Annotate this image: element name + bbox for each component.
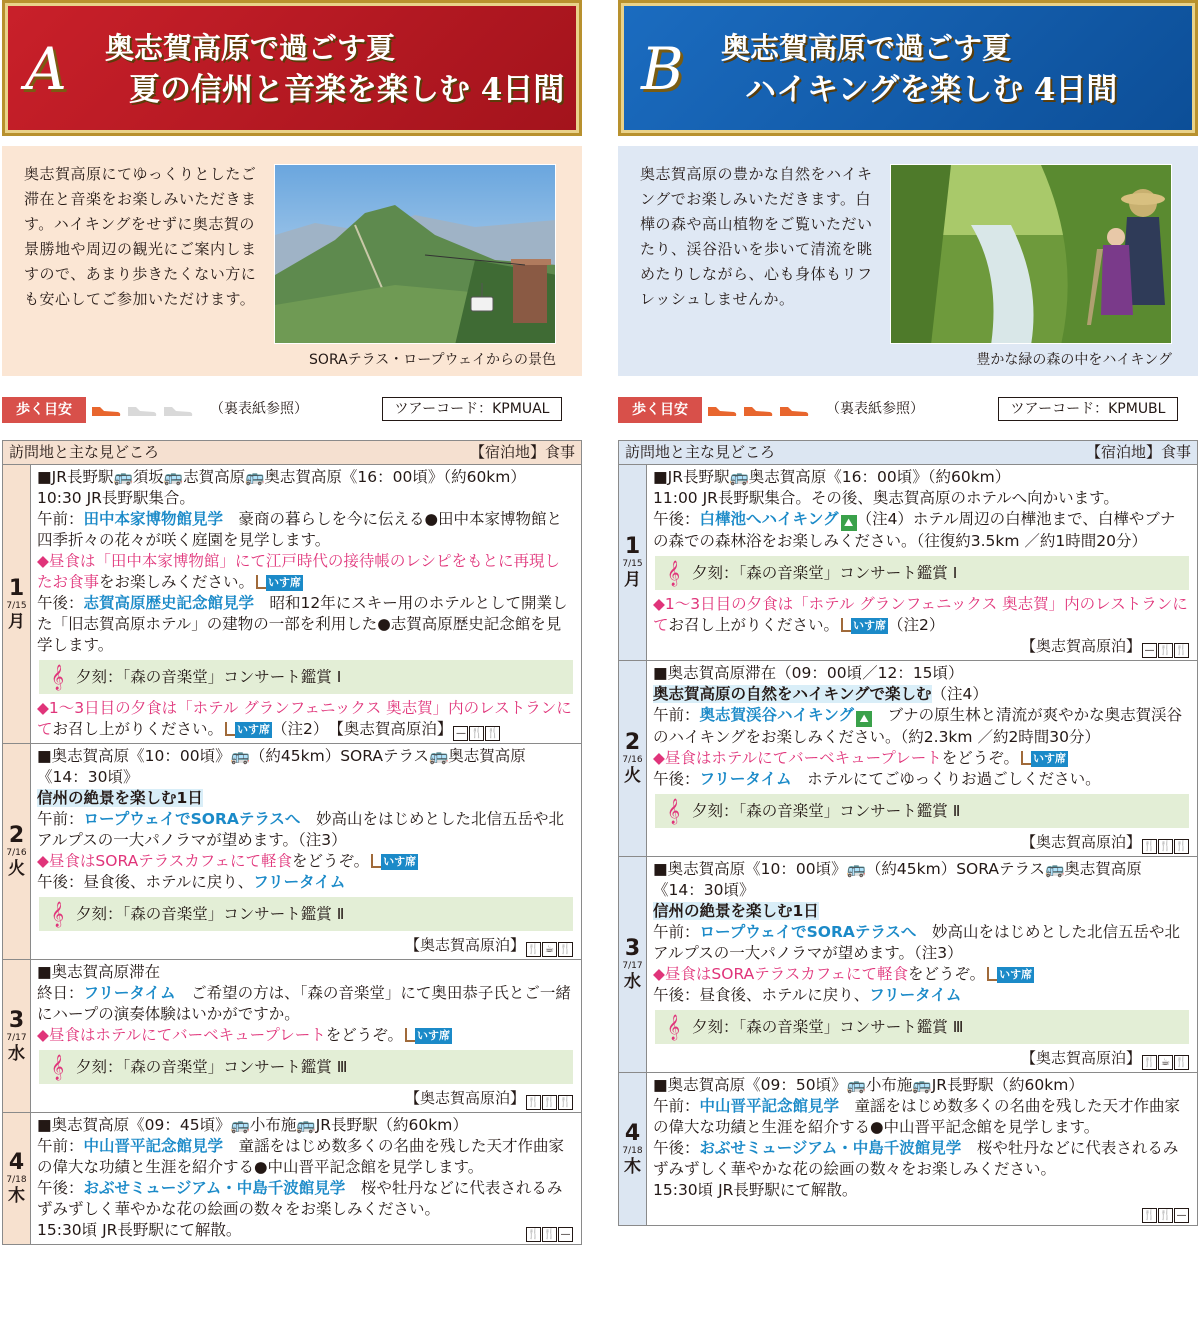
- afternoon: [653, 985, 1189, 1006]
- chair-icon: [1021, 751, 1031, 765]
- day-date: 7/16: [622, 755, 643, 765]
- sight-text: 桜や牡丹などに代表されるみずみずしく華やかな花の絵画の数々をお楽しみください。: [653, 1139, 1179, 1178]
- dinner-pre: ◆1～3日目の夕食は: [37, 699, 178, 717]
- meal-icon: —: [1142, 643, 1157, 658]
- route: ■奥志賀高原《10：00頃》🚌（約45km）SORAテラス🚌奥志賀高原《14：30頃》: [37, 747, 526, 786]
- shoe-icon: [742, 401, 774, 419]
- sight-title: おぶせミュージアム・中島千波館見学: [83, 1179, 346, 1197]
- lunch-highlight: SORAテラスカフェにて軽食: [95, 852, 292, 870]
- theme-note: （注4）: [931, 685, 988, 703]
- day-row: [3, 465, 581, 744]
- meal-icon: 🍴: [527, 944, 540, 955]
- afternoon: [653, 769, 1189, 790]
- walk-level-label: 歩く目安: [2, 397, 86, 423]
- route: ■JR長野駅🚌須坂🚌志賀高原🚌奥志賀高原《16：00頃》（約60km）: [37, 468, 526, 486]
- meal-icon: ☕: [1158, 1055, 1173, 1070]
- time-label: 終日：: [37, 984, 84, 1002]
- morning: [653, 922, 1189, 964]
- day-cell: [3, 1113, 31, 1244]
- end-text: 15:30頃 JR長野駅にて解散。: [37, 1221, 242, 1239]
- music-clef-icon: 𝄞: [667, 1014, 681, 1040]
- meal-icon: 🍴: [559, 944, 572, 955]
- theme-text: 信州の絶景を楽しむ1日: [653, 902, 819, 920]
- walk-level-label: 歩く目安: [618, 397, 702, 423]
- meal-icon: 🍴: [470, 728, 484, 739]
- stay-line: [653, 636, 1189, 658]
- stay: 【奥志賀高原泊】: [1020, 637, 1141, 655]
- day-cell: [619, 465, 647, 660]
- chair-icon: [841, 618, 851, 632]
- meal-icon: 🍴: [527, 1229, 540, 1240]
- hiking-icon: ⛰: [856, 711, 872, 727]
- afternoon: [37, 872, 573, 893]
- morning: [37, 1136, 573, 1178]
- tour-a-column: [2, 0, 582, 1322]
- seat-badge: いす席: [853, 619, 887, 632]
- route: ■奥志賀高原《09：45頃》🚌小布施🚌JR長野駅（約60km）: [37, 1116, 468, 1134]
- day-cell: [619, 1073, 647, 1225]
- day-content: [647, 857, 1197, 1072]
- tour-b-photo-caption: 豊かな緑の森の中をハイキング: [976, 352, 1172, 368]
- sight-text: 豪商の暮らしを今に伝える●田中本家博物館と四季折々の花々が咲く庭園を見学します。: [37, 510, 563, 549]
- lunch: [37, 1025, 573, 1046]
- tour-b-meta: [618, 397, 1198, 427]
- sight-title: フリータイム: [699, 770, 792, 788]
- header-left: 訪問地と主な見どころ: [625, 443, 776, 461]
- forest-hiking-photo: [891, 165, 1172, 344]
- hiking-icon: ⛰: [841, 515, 857, 531]
- day-date: 7/15: [6, 600, 27, 611]
- meal-icon: 🍴: [1159, 841, 1172, 852]
- day-number: 4: [8, 1150, 25, 1175]
- stay: 【奥志賀高原泊】: [404, 1089, 525, 1107]
- tour-b-badge: B: [641, 35, 684, 103]
- tour-b-itinerary: [618, 440, 1198, 1226]
- concert-box: [655, 1010, 1189, 1044]
- note: （注2）: [272, 720, 321, 738]
- tour-b-title-line2: ハイキングを楽しむ 4日間: [745, 72, 1118, 108]
- stay-line: [653, 1201, 1189, 1223]
- day-content: [647, 1073, 1197, 1225]
- time-label: 午前：: [37, 810, 84, 828]
- meal-icon: 🍴: [486, 728, 500, 739]
- tour-a-intro-text: 奥志賀高原にてゆっくりとしたご滞在と音楽をお楽しみいただきます。ハイキングをせずに奥志賀の景勝地や周辺の観光にご案内しますので、あまり歩きたくない方にも安心してご参加いただけます。: [24, 165, 257, 308]
- time-label: 午前：: [653, 923, 700, 941]
- concert-box: [39, 897, 573, 931]
- tour-a-code: ツアーコード：KPMUAL: [382, 397, 562, 421]
- sight-text: 妙高山をはじめとした北信五岳や北アルプスの一大パノラマが望めます。（注3）: [653, 923, 1180, 962]
- shoe-icon: [162, 401, 194, 419]
- stay: 【奥志賀高原泊】: [404, 936, 525, 954]
- route: ■JR長野駅🚌奥志賀高原《16：00頃》（約60km）: [653, 468, 1011, 486]
- day-weekday: 月: [624, 570, 641, 590]
- sight-title: 中山晋平記念館見学: [83, 1137, 224, 1155]
- meal-icon: 🍴: [1175, 1057, 1188, 1068]
- route: ■奥志賀高原滞在（09：00頃／12：15頃）: [653, 664, 964, 682]
- concert-text: 夕刻：「森の音楽堂」コンサート鑑賞 Ⅱ: [692, 801, 961, 820]
- shoe-icon: [778, 401, 810, 419]
- chair-icon: [405, 1028, 415, 1042]
- tour-a-banner: [2, 0, 582, 136]
- time-label: 午前：: [37, 510, 84, 528]
- afternoon: [653, 1138, 1189, 1180]
- concert-text: 夕刻：「森の音楽堂」コンサート鑑賞 Ⅱ: [76, 904, 345, 923]
- theme-text: 奥志賀高原の自然をハイキングで楽しむ: [653, 685, 932, 703]
- concert-text: 夕刻：「森の音楽堂」コンサート鑑賞 Ⅲ: [692, 1017, 964, 1036]
- meal-icon: 🍴: [559, 1097, 572, 1108]
- day-number: 3: [8, 1007, 25, 1033]
- seat-badge: いす席: [383, 855, 417, 868]
- route: ■奥志賀高原《09：50頃》🚌小布施🚌JR長野駅（約60km）: [653, 1076, 1084, 1094]
- concert-box: [39, 1050, 573, 1084]
- music-clef-icon: 𝄞: [51, 901, 65, 927]
- morning: [37, 509, 573, 551]
- tour-a-title-line2: 夏の信州と音楽を楽しむ 4日間: [129, 72, 565, 108]
- day-number: 1: [8, 575, 25, 601]
- tour-a-title-line1: 奥志賀高原で過ごす夏: [105, 31, 396, 65]
- theme-text: 信州の絶景を楽しむ1日: [37, 789, 203, 807]
- afternoon: [653, 509, 1189, 552]
- day-weekday: 水: [624, 972, 641, 992]
- sight-text: 妙高山をはじめとした北信五岳や北アルプスの一大パノラマが望めます。（注3）: [37, 810, 564, 849]
- music-clef-icon: 𝄞: [51, 664, 65, 690]
- seat-badge: いす席: [416, 1029, 450, 1042]
- lunch-pre: ◆昼食は: [653, 965, 712, 983]
- day-number: 4: [624, 1120, 641, 1146]
- tour-b-intro: [618, 146, 1198, 376]
- concert-box: [39, 660, 573, 694]
- concert-box: [655, 556, 1189, 590]
- meal-icon: 🍴: [1175, 645, 1188, 656]
- tour-b-title: [721, 27, 1117, 111]
- seat-badge: いす席: [1032, 752, 1066, 765]
- tour-b-banner: [618, 0, 1198, 136]
- lunch-post: をお楽しみください。: [99, 573, 255, 591]
- route: ■奥志賀高原滞在: [37, 963, 161, 981]
- lunch-pre: ◆昼食は: [37, 852, 96, 870]
- sight-title: 中山晋平記念館見学: [699, 1097, 840, 1115]
- dinner-post: お召し上がりください。: [668, 616, 840, 634]
- walk-level-shoes: [90, 401, 194, 421]
- sight-title: おぶせミュージアム・中島千波館見学: [699, 1139, 962, 1157]
- lunch: [653, 964, 1189, 985]
- afternoon: [37, 1178, 573, 1220]
- meal-icon: 🍴: [527, 1097, 540, 1108]
- dinner-pre: ◆1～3日目の夕食は: [653, 595, 794, 613]
- shoe-icon: [706, 401, 738, 419]
- tour-a-title: [105, 27, 564, 111]
- stay-line: [37, 1088, 573, 1110]
- day-content: [647, 661, 1197, 856]
- lunch-pre: ◆昼食は: [653, 749, 712, 767]
- sight-text: 桜や牡丹などに代表されるみずみずしく華やかな花の絵画の数々をお楽しみください。: [37, 1179, 563, 1218]
- lunch-post: をどうぞ。: [291, 852, 370, 870]
- day-date: 7/17: [6, 1032, 27, 1043]
- time-label: 午前：: [37, 1137, 84, 1155]
- chair-icon: [371, 854, 381, 868]
- chair-icon: [256, 575, 266, 589]
- day-number: 2: [624, 730, 641, 755]
- sight-title: 白樺池へハイキング: [699, 510, 839, 528]
- tour-a-meta: [2, 397, 582, 427]
- day-cell: [619, 857, 647, 1072]
- meal-icon: 🍴: [1143, 1057, 1156, 1068]
- lunch: [653, 748, 1189, 769]
- walk-reference-note: （裏表紙参照）: [210, 401, 308, 417]
- day-content: [31, 1113, 581, 1244]
- stay: 【奥志賀高原泊】: [1020, 833, 1141, 851]
- day-date: 7/18: [6, 1175, 27, 1185]
- tour-b-code: ツアーコード：KPMUBL: [998, 397, 1178, 421]
- day-content: [647, 465, 1197, 660]
- end-line: [37, 1220, 573, 1241]
- time-label: 午後：: [37, 873, 84, 891]
- time-label: 午前：: [653, 1097, 700, 1115]
- header-right: 【宿泊地】食事: [469, 443, 575, 461]
- afternoon: [37, 593, 573, 656]
- day-cell: [3, 744, 31, 959]
- day-weekday: 木: [8, 1186, 25, 1206]
- day-content: [31, 465, 581, 743]
- stay-line: [653, 832, 1189, 854]
- meal-icon: 🍴: [543, 1229, 556, 1240]
- tour-a-photo-caption: SORAテラス・ロープウェイからの景色: [309, 352, 556, 368]
- morning: [653, 705, 1189, 748]
- allday: [37, 983, 573, 1025]
- sight-title: ロープウェイでSORAテラスへ: [83, 810, 301, 828]
- sight-title: フリータイム: [869, 986, 962, 1004]
- day-content: [31, 744, 581, 959]
- music-clef-icon: 𝄞: [667, 798, 681, 824]
- day-content: [31, 960, 581, 1112]
- meal-icon: 🍴: [543, 1097, 556, 1108]
- theme: [653, 684, 1189, 705]
- sight-text: 昼食後、ホテルに戻り、: [83, 873, 254, 891]
- sight-text: ブナの原生林と清流が爽やかな奥志賀渓谷のハイキングをお楽しみください。（約2.3km ／約2時間30分）: [653, 706, 1183, 746]
- meal-icon: 🍴: [1159, 1210, 1172, 1221]
- stay: 【奥志賀高原泊】: [336, 720, 453, 738]
- concert-text: 夕刻：「森の音楽堂」コンサート鑑賞 Ⅲ: [76, 1057, 348, 1076]
- tour-a-badge: A: [25, 35, 67, 103]
- sight-text: （注4）ホテル周辺の白樺池まで、白樺やブナの森での森林浴をお楽しみください。（往復約3.5km ／約1時間20分）: [653, 510, 1176, 550]
- stay-line: [653, 1048, 1189, 1070]
- sight-text: 昼食後、ホテルに戻り、: [699, 986, 870, 1004]
- chair-icon: [987, 967, 997, 981]
- day-row: [619, 857, 1197, 1073]
- sight-text: ご希望の方は、「森の音楽堂」にて奥田恭子氏とご一緒にハープの演奏体験はいかがですか。: [37, 984, 571, 1023]
- meal-icon: —: [1174, 1208, 1189, 1223]
- meal-icon: —: [558, 1227, 573, 1242]
- dinner: [653, 594, 1189, 636]
- sight-title: フリータイム: [253, 873, 346, 891]
- sight-title: フリータイム: [83, 984, 176, 1002]
- day-row: [619, 1073, 1197, 1225]
- tour-b-intro-text: 奥志賀高原の豊かな自然をハイキングでお楽しみいただきます。白樺の森や高山植物をご覧いただいたり、渓谷沿いを歩いて清流を眺めたりしながら、心も身体もリフレッシュしませんか。: [640, 165, 873, 308]
- sight-text: 昭和12年にスキー用のホテルとして開業した「旧志賀高原ホテル」の建物の一部を利用した●志賀高原歴史記念館を見学します。: [37, 594, 568, 654]
- end-line: 15:30頃 JR長野駅にて解散。: [653, 1181, 858, 1199]
- day-date: 7/15: [622, 559, 643, 569]
- sight-title: 奥志賀渓谷ハイキング: [699, 706, 855, 724]
- tour-a-photo: [274, 164, 556, 344]
- meal-icon: 🍴: [1143, 1210, 1156, 1221]
- day-row: [3, 1113, 581, 1244]
- dinner-post: お召し上がりください。: [52, 720, 224, 738]
- lunch: [37, 851, 573, 872]
- day-number: 2: [8, 823, 25, 848]
- tour-b-photo: [890, 164, 1172, 344]
- walk-reference-note: （裏表紙参照）: [826, 401, 924, 417]
- dinner: [37, 698, 573, 741]
- theme: [37, 788, 573, 809]
- sight-title: 田中本家博物館見学: [83, 510, 224, 528]
- lunch-pre: ◆昼食は: [37, 552, 96, 570]
- time-label: 午後：: [653, 1139, 700, 1157]
- time-label: 午後：: [653, 986, 700, 1004]
- day-weekday: 水: [8, 1043, 25, 1064]
- lunch-highlight: SORAテラスカフェにて軽食: [711, 965, 908, 983]
- lunch-post: をどうぞ。: [941, 749, 1019, 767]
- tour-b-column: [618, 0, 1198, 1322]
- lunch-highlight: ホテルにてバーベキュープレート: [711, 749, 942, 767]
- tour-b-title-line1: 奥志賀高原で過ごす夏: [721, 31, 1012, 65]
- time-label: 午後：: [37, 594, 84, 612]
- walk-level-shoes: [706, 401, 810, 421]
- lunch-highlight: 「田中本家博物館」にて江戸時代の接待帳のレシピをもとに再現したお食事: [37, 552, 561, 591]
- morning: [653, 1096, 1189, 1138]
- day-cell: [3, 960, 31, 1112]
- theme: [653, 901, 1189, 922]
- meeting: 11:00 JR長野駅集合。その後、奥志賀高原のホテルへ向かいます。: [653, 489, 1119, 507]
- day-weekday: 火: [8, 859, 25, 879]
- day-weekday: 月: [8, 611, 25, 632]
- meal-icon: ☕: [542, 942, 557, 957]
- day-number: 3: [624, 936, 641, 961]
- day-date: 7/18: [622, 1145, 643, 1156]
- day-weekday: 火: [624, 766, 641, 786]
- day-cell: [619, 661, 647, 856]
- stay: 【奥志賀高原泊】: [1020, 1049, 1141, 1067]
- tour-a-intro: [2, 146, 582, 376]
- time-label: 午後：: [653, 510, 700, 528]
- note: （注2）: [888, 616, 945, 634]
- time-label: 午後：: [653, 770, 700, 788]
- itinerary-header: [619, 441, 1197, 465]
- day-row: [3, 960, 581, 1113]
- lunch-highlight: ホテルにてバーベキュープレート: [95, 1026, 326, 1044]
- lunch: [37, 551, 573, 593]
- concert-box: [655, 794, 1189, 828]
- seat-badge: いす席: [268, 576, 302, 589]
- dinner-highlight: 「ホテル グランフェニックス 奥志賀」内のレストランにて: [37, 699, 572, 738]
- day-number: 1: [624, 534, 641, 559]
- sight-text: 童謡をはじめ数多くの名曲を残した天才作曲家の偉大な功績と生涯を紹介する●中山晋平記念館を見学します。: [653, 1097, 1181, 1136]
- tour-a-itinerary: [2, 440, 582, 1245]
- lunch-post: をどうぞ。: [325, 1026, 403, 1044]
- day-date: 7/16: [6, 848, 27, 858]
- concert-text: 夕刻：「森の音楽堂」コンサート鑑賞 Ⅰ: [76, 667, 342, 686]
- sight-title: 志賀高原歴史記念館見学: [83, 594, 255, 612]
- day-cell: [3, 465, 31, 743]
- day-weekday: 木: [624, 1156, 641, 1177]
- seat-badge: いす席: [237, 723, 271, 736]
- day-row: [619, 661, 1197, 857]
- header-left: 訪問地と主な見どころ: [9, 443, 160, 461]
- lunch-post: をどうぞ。: [907, 965, 986, 983]
- sight-text: ホテルにてごゆっくりお過ごしください。: [791, 770, 1101, 788]
- header-right: 【宿泊地】食事: [1085, 443, 1191, 461]
- music-clef-icon: 𝄞: [667, 560, 681, 586]
- time-label: 午後：: [37, 1179, 84, 1197]
- concert-text: 夕刻：「森の音楽堂」コンサート鑑賞 Ⅰ: [692, 563, 958, 582]
- seat-badge: いす席: [999, 968, 1033, 981]
- sight-title: ロープウェイでSORAテラスへ: [699, 923, 917, 941]
- meeting: 10:30 JR長野駅集合。: [37, 489, 195, 507]
- shoe-icon: [126, 401, 158, 419]
- time-label: 午前：: [653, 706, 700, 724]
- meal-icon: 🍴: [1175, 841, 1188, 852]
- chair-icon: [225, 722, 235, 736]
- music-clef-icon: 𝄞: [51, 1054, 65, 1080]
- day-row: [619, 465, 1197, 661]
- dinner-highlight: 「ホテル グランフェニックス 奥志賀」内のレストランにて: [653, 595, 1188, 634]
- itinerary-header: [3, 441, 581, 465]
- mountain-ropeway-photo: [275, 165, 556, 344]
- meal-icon: —: [453, 726, 468, 741]
- morning: [37, 809, 573, 851]
- lunch-pre: ◆昼食は: [37, 1026, 96, 1044]
- meal-icon: 🍴: [1159, 645, 1172, 656]
- route: ■奥志賀高原《10：00頃》🚌（約45km）SORAテラス🚌奥志賀高原《14：30頃》: [653, 860, 1142, 899]
- sight-text: 童謡をはじめ数多くの名曲を残した天才作曲家の偉大な功績と生涯を紹介する●中山晋平記念館を見学します。: [37, 1137, 565, 1176]
- day-row: [3, 744, 581, 960]
- meal-icon: 🍴: [1143, 841, 1156, 852]
- stay-line: [37, 935, 573, 957]
- shoe-icon: [90, 401, 122, 419]
- day-date: 7/17: [622, 961, 643, 971]
